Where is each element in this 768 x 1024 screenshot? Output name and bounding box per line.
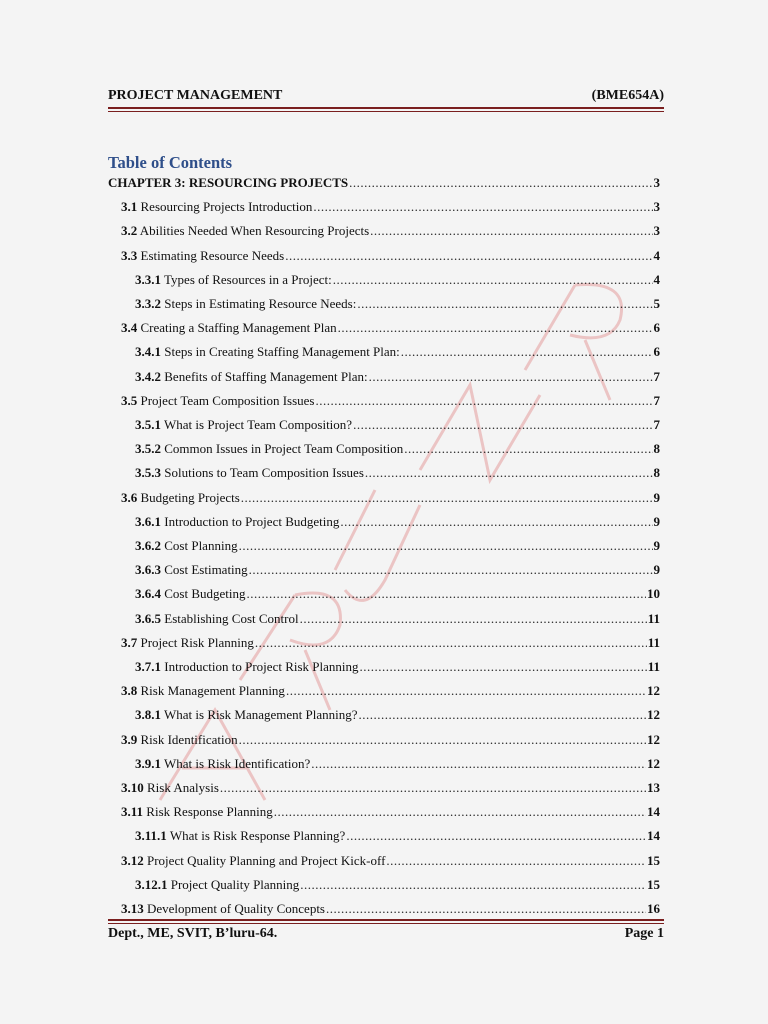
toc-entry[interactable]	[135, 827, 660, 845]
toc-entry-label	[121, 634, 254, 652]
footer-department: Dept., ME, SVIT, B’luru-64.	[108, 926, 278, 941]
toc-entry-title: Introduction to Project Risk Planning	[164, 659, 359, 674]
toc-entry-page: 16	[647, 901, 660, 916]
dot-leader	[386, 852, 646, 870]
toc-entry-label	[135, 658, 359, 676]
toc-entry[interactable]	[121, 803, 660, 821]
toc-entry-label	[135, 440, 403, 458]
toc-entry-title: Benefits of Staffing Management Plan:	[164, 368, 368, 384]
toc-entry-label	[121, 319, 337, 337]
toc-entry-page: 8	[653, 465, 660, 481]
toc-entry-title: Resourcing Projects Introduction	[140, 199, 313, 215]
toc-entry-label	[135, 368, 368, 386]
toc-entry-title: What is Risk Identification?	[164, 755, 311, 771]
toc-entry-title: Project Risk Planning	[140, 634, 254, 650]
toc-entry-number: 3.10	[121, 780, 144, 795]
toc-entry-label	[135, 706, 358, 724]
toc-entry-title: Types of Resources in a Project:	[164, 271, 332, 287]
dot-leader	[313, 198, 652, 216]
toc-entry-number: 3.13	[121, 901, 144, 916]
dot-leader	[220, 779, 646, 797]
toc-entry-number: 3.6.1	[135, 513, 161, 529]
toc-entry-number: 3.3.1	[135, 271, 161, 287]
toc-entry-title: Cost Planning	[164, 538, 238, 553]
toc-entry-page: 3	[653, 175, 660, 190]
toc-entry-title: Risk Response Planning	[146, 804, 273, 820]
toc-entry-label	[121, 852, 385, 870]
toc-entry[interactable]	[135, 271, 660, 289]
toc-entry-page: 3	[653, 199, 660, 215]
toc-entry[interactable]	[135, 368, 660, 386]
toc-entry[interactable]	[135, 876, 660, 894]
toc-entry[interactable]	[121, 489, 660, 507]
running-header	[108, 88, 664, 104]
toc-entry-label	[135, 827, 345, 845]
toc-entry-page: 15	[647, 876, 660, 892]
toc-entry-page: 9	[653, 538, 660, 553]
header-rule-thin	[108, 111, 664, 112]
toc-entry[interactable]	[121, 852, 660, 870]
toc-entry-page: 7	[653, 392, 660, 408]
toc-entry-label	[135, 537, 238, 555]
toc-entry-page: 6	[653, 320, 660, 336]
toc-entry-number: 3.5.3	[135, 465, 161, 481]
toc-entry[interactable]	[121, 900, 660, 918]
toc-entry[interactable]	[108, 174, 660, 192]
toc-entry[interactable]	[135, 295, 660, 313]
dot-leader	[239, 537, 653, 555]
toc-entry-number: 3.3	[121, 247, 138, 263]
toc-entry-page: 12	[647, 707, 660, 723]
toc-entry-title: What is Risk Management Planning?	[164, 707, 358, 723]
toc-entry-page: 14	[647, 804, 660, 820]
dot-leader	[359, 706, 646, 724]
toc-entry[interactable]	[135, 755, 660, 773]
toc-entry-page: 13	[647, 780, 660, 795]
toc-entry-number: 3.5.1	[135, 417, 161, 432]
toc-entry-title: Solutions to Team Composition Issues	[164, 465, 364, 481]
toc-entry-page: 12	[647, 731, 660, 747]
footer-page-number: Page 1	[624, 926, 664, 941]
toc-entry[interactable]	[135, 513, 660, 531]
header-course-code: (BME654A)	[591, 88, 664, 103]
toc-entry-title: Risk Management Planning	[140, 683, 285, 699]
toc-heading: Table of Contents	[108, 153, 233, 172]
dot-leader	[326, 900, 646, 918]
dot-leader	[365, 464, 653, 482]
toc-entry-number: 3.6	[121, 489, 138, 505]
toc-entry-number: 3.6.2	[135, 538, 161, 553]
toc-entry-label	[108, 174, 348, 192]
toc-entry-page: 11	[647, 659, 660, 674]
toc-entry[interactable]	[135, 440, 660, 458]
toc-entry[interactable]	[121, 247, 660, 265]
dot-leader	[285, 247, 652, 265]
toc-entry[interactable]	[121, 392, 660, 410]
toc-entry-number: 3.8.1	[135, 707, 161, 723]
toc-entry[interactable]	[121, 779, 660, 797]
toc-entry-page: 4	[653, 271, 660, 287]
toc-entry-page: 12	[647, 683, 660, 699]
toc-entry-number: 3.8	[121, 683, 138, 699]
toc-entry-number: 3.4.1	[135, 344, 161, 360]
dot-leader	[404, 440, 652, 458]
toc-entry[interactable]	[135, 561, 660, 579]
toc-entry[interactable]	[135, 343, 660, 361]
toc-entry-page: 8	[653, 441, 660, 457]
dot-leader	[247, 585, 646, 603]
footer-rule	[108, 919, 664, 921]
toc-entry-title: Budgeting Projects	[140, 489, 240, 505]
dot-leader	[239, 731, 646, 749]
toc-entry-label	[121, 392, 314, 410]
toc-entry[interactable]	[135, 585, 660, 603]
toc-entry-number: 3.2	[121, 223, 138, 239]
toc-entry-label	[135, 513, 339, 531]
dot-leader	[370, 222, 652, 240]
toc-entry-page: 11	[647, 610, 660, 626]
toc-entry-number: 3.5.2	[135, 441, 161, 457]
toc-entry-number: 3.12	[121, 852, 144, 868]
toc-entry-label	[121, 222, 369, 240]
toc-entry-title: Steps in Creating Staffing Management Plan:	[164, 344, 400, 360]
toc-entry-label	[135, 755, 310, 773]
toc-entry-title: Common Issues in Project Team Composition	[164, 441, 404, 457]
toc-entry-number: 3.11	[121, 804, 144, 820]
dot-leader	[274, 803, 646, 821]
toc-entry-label	[135, 271, 332, 289]
toc-entry-page: 6	[653, 344, 660, 360]
toc-entry-page: 9	[653, 513, 660, 529]
dot-leader	[340, 513, 652, 531]
toc-entry-number: 3.6.3	[135, 562, 161, 578]
toc-entry-title: Development of Quality Concepts	[147, 901, 325, 916]
toc-entry-label	[121, 803, 273, 821]
toc-entry-title: Cost Budgeting	[164, 586, 246, 602]
toc-entry-number: 3.7.1	[135, 659, 161, 674]
toc-entry-label	[121, 489, 240, 507]
toc-entry-number: 3.3.2	[135, 296, 161, 311]
dot-leader	[311, 755, 646, 773]
toc-entry-title: Cost Estimating	[164, 562, 248, 578]
dot-leader	[369, 368, 653, 386]
dot-leader	[346, 827, 646, 845]
toc-entry[interactable]	[121, 319, 660, 337]
toc-entry-title: Project Quality Planning and Project Kick-off	[147, 852, 386, 868]
toc-entry-title: What is Risk Response Planning?	[169, 828, 346, 844]
toc-entry-title: What is Project Team Composition?	[164, 417, 353, 432]
footer-rule-thin	[108, 923, 664, 924]
toc-entry[interactable]	[135, 464, 660, 482]
toc-entry-number: 3.6.5	[135, 610, 161, 626]
toc-entry-number: 3.5	[121, 392, 138, 408]
toc-entry-number: 3.12.1	[135, 876, 168, 892]
toc-entry-label	[121, 247, 284, 265]
toc-entry-number: 3.4.2	[135, 368, 161, 384]
dot-leader	[360, 658, 647, 676]
toc-entry-label	[135, 610, 299, 628]
toc-entry-page: 10	[647, 586, 660, 602]
dot-leader	[333, 271, 653, 289]
toc-entry-number: 3.11.1	[135, 828, 167, 844]
toc-entry-title: Risk Analysis	[147, 780, 219, 795]
toc-entry-number: 3.1	[121, 199, 138, 215]
dot-leader	[349, 174, 652, 192]
toc-entry-page: 14	[647, 828, 660, 844]
toc-entry[interactable]	[135, 537, 660, 555]
toc-entry-label	[121, 198, 312, 216]
toc-entry[interactable]	[121, 731, 660, 749]
header-title: PROJECT MANAGEMENT	[108, 88, 283, 103]
toc-entry[interactable]	[121, 634, 660, 652]
toc-entry[interactable]	[121, 222, 660, 240]
dot-leader	[300, 610, 647, 628]
toc-entry-number: 3.4	[121, 320, 138, 336]
toc-entry-label	[121, 731, 238, 749]
toc-entry-page: 7	[653, 368, 660, 384]
toc-entry-label	[135, 343, 400, 361]
toc-entry-label	[135, 585, 246, 603]
toc-entry[interactable]	[121, 198, 660, 216]
dot-leader	[255, 634, 647, 652]
toc-entry-page: 3	[653, 223, 660, 239]
toc-entry-label	[135, 561, 248, 579]
dot-leader	[286, 682, 646, 700]
dot-leader	[241, 489, 653, 507]
toc-entry-title: Establishing Cost Control	[164, 610, 299, 626]
toc-entry-page: 4	[653, 247, 660, 263]
toc-entry-page: 15	[647, 852, 660, 868]
toc-entry-number: 3.6.4	[135, 586, 161, 602]
toc-entry-title: Creating a Staffing Management Plan	[140, 320, 337, 336]
toc-entry-number: 3.9	[121, 731, 138, 747]
toc-entry-label	[121, 900, 325, 918]
toc-entry-label	[121, 682, 285, 700]
toc-entry-number: 3.7	[121, 634, 138, 650]
toc-entry-label	[121, 779, 219, 797]
dot-leader	[401, 343, 653, 361]
toc-entry-title: CHAPTER 3: RESOURCING PROJECTS	[108, 175, 349, 190]
toc-entry-page: 7	[653, 417, 660, 432]
toc-entry-title: Abilities Needed When Resourcing Projects	[139, 223, 370, 239]
toc-entry-label	[135, 295, 356, 313]
toc-entry-number: 3.9.1	[135, 755, 161, 771]
toc-entry-title: Risk Identification	[140, 731, 238, 747]
toc-entry-label	[135, 416, 352, 434]
toc-entry-title: Steps in Estimating Resource Needs:	[164, 296, 357, 311]
running-footer	[108, 926, 664, 942]
toc-entry[interactable]	[135, 658, 660, 676]
dot-leader	[353, 416, 652, 434]
toc-entry[interactable]	[135, 610, 660, 628]
dot-leader	[338, 319, 653, 337]
toc-entry-page: 5	[653, 296, 660, 311]
toc-entry-label	[135, 464, 364, 482]
dot-leader	[249, 561, 653, 579]
toc-entry[interactable]	[135, 706, 660, 724]
toc-entry-label	[135, 876, 299, 894]
toc-entry-title: Introduction to Project Budgeting	[164, 513, 340, 529]
toc-entry-title: Project Quality Planning	[170, 876, 300, 892]
header-rule	[108, 107, 664, 109]
toc-entry-title: Estimating Resource Needs	[140, 247, 285, 263]
toc-entry-title: Project Team Composition Issues	[140, 392, 315, 408]
toc-entry-page: 9	[653, 489, 660, 505]
toc-entry[interactable]	[135, 416, 660, 434]
dot-leader	[357, 295, 652, 313]
toc-entry-page: 12	[647, 755, 660, 771]
dot-leader	[315, 392, 652, 410]
toc-entry-page: 9	[653, 562, 660, 578]
toc-entry-page: 11	[647, 634, 660, 650]
toc-entry[interactable]	[121, 682, 660, 700]
dot-leader	[300, 876, 646, 894]
